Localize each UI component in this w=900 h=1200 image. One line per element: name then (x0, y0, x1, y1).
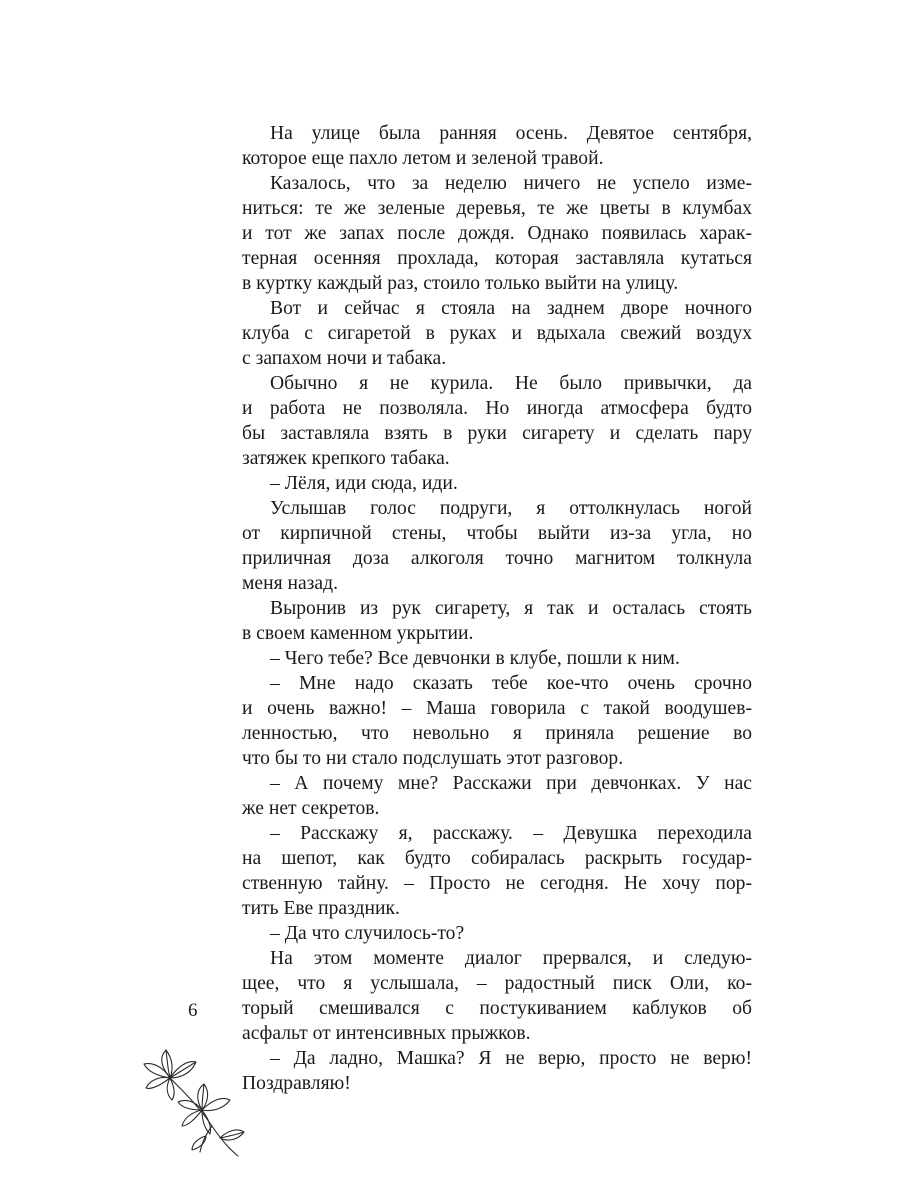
flower-branch-icon (140, 1038, 250, 1158)
text-line: торый смешивался с постукиванием каблуков об (242, 998, 752, 1019)
paragraph (242, 296, 752, 371)
text-line: щее, что я услышала, – радостный писк Оли, ко- (242, 973, 752, 994)
paragraph (242, 121, 752, 171)
text-line: – Расскажу я, расскажу. – Девушка переходила (270, 823, 752, 844)
paragraph (242, 671, 752, 771)
paragraph (242, 471, 752, 496)
text-line: – А почему мне? Расскажи при девчонках. У нас (270, 773, 752, 794)
text-line: Выронив из рук сигарету, я так и осталась стоять (270, 598, 752, 619)
paragraph (242, 496, 752, 596)
text-line: клуба с сигаретой в руках и вдыхала свежий воздух (242, 323, 752, 344)
text-line: асфальт от интенсивных прыжков. (242, 1023, 531, 1044)
text-line: и работа не позволяла. Но иногда атмосфера будто (242, 398, 752, 419)
text-line: от кирпичной стены, чтобы выйти из-за угла, но (242, 523, 752, 544)
text-line: – Да что случилось-то? (270, 923, 465, 944)
text-line: и тот же запах после дождя. Однако появилась харак- (242, 223, 752, 244)
text-line: Вот и сейчас я стояла на заднем дворе ночного (270, 298, 752, 319)
paragraph (242, 171, 752, 296)
paragraph (242, 596, 752, 646)
paragraph (242, 921, 752, 946)
paragraph (242, 946, 752, 1046)
text-line: ниться: те же зеленые деревья, те же цветы в клумбах (242, 198, 752, 219)
page-number: 6 (188, 1000, 198, 1021)
text-line: на шепот, как будто собиралась раскрыть государ- (242, 848, 752, 869)
text-line: – Мне надо сказать тебе кое-что очень срочно (270, 673, 752, 694)
text-line: которое еще пахло летом и зеленой травой. (242, 148, 604, 169)
text-line: Казалось, что за неделю ничего не успело изме- (270, 173, 752, 194)
text-line: затяжек крепкого табака. (242, 448, 450, 469)
text-line: На этом моменте диалог прервался, и следую- (270, 948, 752, 969)
text-line: с запахом ночи и табака. (242, 348, 447, 369)
text-line: в своем каменном укрытии. (242, 623, 474, 644)
text-line: терная осенняя прохлада, которая заставляла кутаться (242, 248, 752, 269)
text-line: тить Еве праздник. (242, 898, 400, 919)
text-line: – Лёля, иди сюда, иди. (270, 473, 458, 494)
text-line: и очень важно! – Маша говорила с такой воодушев- (242, 698, 752, 719)
paragraph (242, 646, 752, 671)
body-text (242, 121, 752, 1096)
text-line: ленностью, что невольно я приняла решение во (242, 723, 752, 744)
text-line: – Да ладно, Машка? Я не верю, просто не верю! (270, 1048, 752, 1069)
text-line: бы заставляла взять в руки сигарету и сделать пару (242, 423, 752, 444)
text-line: же нет секретов. (242, 798, 380, 819)
text-line: ственную тайну. – Просто не сегодня. Не хочу пор- (242, 873, 752, 894)
text-line: Услышав голос подруги, я оттолкнулась ногой (270, 498, 752, 519)
paragraph (242, 371, 752, 471)
paragraph (242, 1046, 752, 1096)
paragraph (242, 821, 752, 921)
paragraph (242, 771, 752, 821)
text-line: в куртку каждый раз, стоило только выйти на улицу. (242, 273, 679, 294)
text-line: Поздравляю! (242, 1073, 351, 1094)
text-line: приличная доза алкоголя точно магнитом толкнула (242, 548, 752, 569)
text-line: – Чего тебе? Все девчонки в клубе, пошли к ним. (270, 648, 680, 669)
text-line: что бы то ни стало подслушать этот разговор. (242, 748, 624, 769)
text-line: Обычно я не курила. Не было привычки, да (270, 373, 752, 394)
text-line: меня назад. (242, 573, 338, 594)
text-line: На улице была ранняя осень. Девятое сентября, (270, 123, 752, 144)
